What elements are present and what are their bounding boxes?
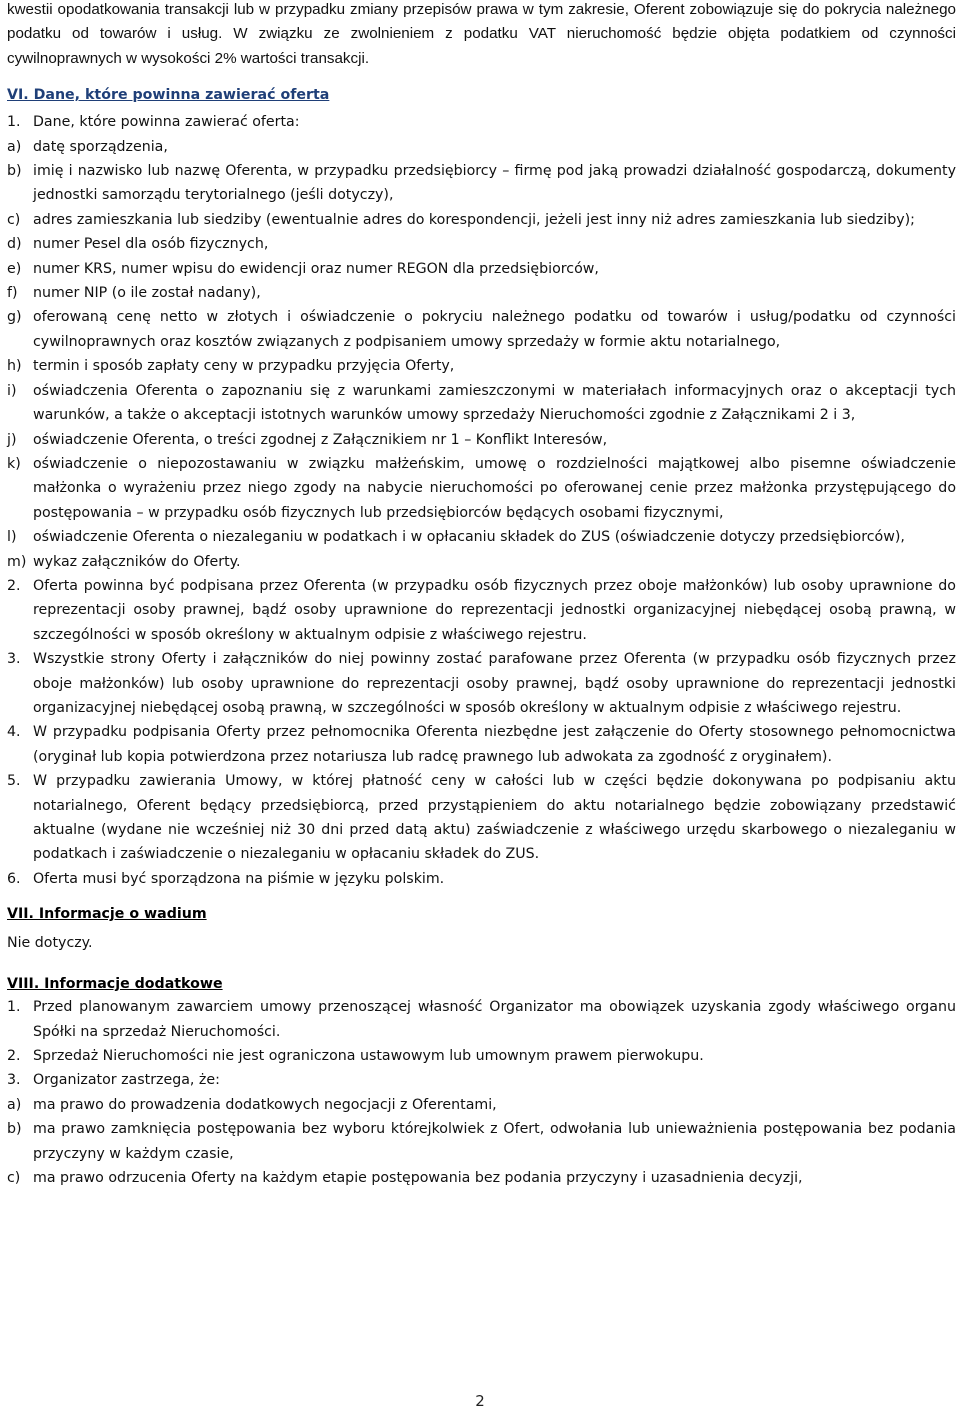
section-6-subitems	[7, 135, 956, 574]
item-marker: 1.	[7, 999, 21, 1016]
item-marker: k)	[7, 455, 21, 472]
list-item	[7, 1093, 956, 1117]
section-6-item-1	[7, 110, 956, 134]
item-marker: l)	[7, 529, 17, 546]
item-text: W przypadku podpisania Oferty przez pełnomocnika Oferenta niezbędne jest załączenie do Oferty stosownego pełnomocnictwa (oryginał lub kopia potwierdzona przez notariusza lub radcę prawnego lub adwokata za zgodność z oryginałem).	[33, 724, 956, 765]
item-marker: a)	[7, 1096, 22, 1113]
item-text: adres zamieszkania lub siedziby (ewentualnie adres do korespondencji, jeżeli jest inny niż adres zamieszkania lub siedziby);	[33, 211, 915, 228]
section-8-item-2	[7, 1044, 956, 1068]
item-marker: c)	[7, 1170, 21, 1187]
item-text: imię i nazwisko lub nazwę Oferenta, w przypadku przedsiębiorcy – firmę pod jaką prowadzi działalność gospodarczą, dokumenty jednostki samorządu terytorialnego (jeśli dotyczy),	[33, 163, 956, 204]
item-text: ma prawo odrzucenia Oferty na każdym etapie postępowania bez podania przyczyny i uzasadnienia decyzji,	[33, 1170, 803, 1187]
item-text: wykaz załączników do Oferty.	[33, 553, 241, 570]
item-text: numer KRS, numer wpisu do ewidencji oraz numer REGON dla przedsiębiorców,	[33, 260, 599, 277]
section-7-heading: VII. Informacje o wadium	[7, 906, 207, 923]
item-marker: 2.	[7, 1048, 21, 1065]
item-text: Oferta powinna być podpisana przez Oferenta (w przypadku osób fizycznych przez oboje małżonków) lub osoby uprawnione do reprezentacji osoby prawnej, bądź osoby uprawnione do reprezentacji jednostki organizacyjnej niebędącej osobą prawną, w szczególności w sposób określony w aktualnym odpisie z właściwego rejestru.	[33, 577, 956, 643]
list-item	[7, 232, 956, 256]
item-marker: 4.	[7, 724, 21, 741]
item-text: oświadczenie o niepozostawaniu w związku małżeńskim, umowę o rozdzielności majątkowej albo pisemne oświadczenie małżonka o wyrażeniu przez niego zgody na nabycie nieruchomości po oferowanej cenie przez małżonka przystępującego do postępowania – w przypadku osób fizycznych lub przedsiębiorców będących osobami fizycznymi,	[33, 455, 956, 521]
item-marker: h)	[7, 358, 22, 375]
section-8-subitems	[7, 1093, 956, 1191]
item-marker: 2.	[7, 577, 21, 594]
item-text: ma prawo do prowadzenia dodatkowych negocjacji z Oferentami,	[33, 1096, 497, 1113]
item-marker: i)	[7, 382, 17, 399]
item-marker: d)	[7, 236, 22, 253]
item-text: Dane, które powinna zawierać oferta:	[33, 114, 300, 131]
list-item	[7, 257, 956, 281]
list-item	[7, 1117, 956, 1166]
item-marker: 6.	[7, 870, 21, 887]
item-text: Sprzedaż Nieruchomości nie jest ograniczona ustawowym lub umownym prawem pierwokupu.	[33, 1048, 704, 1065]
list-item	[7, 354, 956, 378]
item-marker: b)	[7, 163, 22, 180]
section-6-heading: VI. Dane, które powinna zawierać oferta	[7, 87, 330, 104]
intro-paragraph: kwestii opodatkowania transakcji lub w przypadku zmiany przepisów prawa w tym zakresie, Oferent zobowiązuje się do pokrycia należnego podatku od towarów i usług. W związku ze zwolnieniem z podatku VAT nieruchomość będzie objęta podatkiem od czynności cywilnoprawnych w wysokości 2% wartości transakcji.	[7, 1, 956, 67]
item-marker: c)	[7, 211, 21, 228]
section-6-item-5	[7, 769, 956, 867]
section-6-item-2	[7, 574, 956, 647]
item-text: oświadczenie Oferenta o niezaleganiu w podatkach i w opłacaniu składek do ZUS (oświadczenie dotyczy przedsiębiorców),	[33, 529, 905, 546]
section-7-text: Nie dotyczy.	[7, 935, 93, 952]
item-text: Organizator zastrzega, że:	[33, 1072, 220, 1089]
page-number: 2	[475, 1392, 485, 1410]
list-item	[7, 452, 956, 525]
item-marker: 3.	[7, 651, 21, 668]
item-text: termin i sposób zapłaty ceny w przypadku przyjęcia Oferty,	[33, 358, 455, 375]
list-item	[7, 305, 956, 354]
item-text: W przypadku zawierania Umowy, w której płatność ceny w całości lub w części będzie dokonywana po podpisaniu aktu notarialnego, Oferent będący przedsiębiorcą, przed przystąpieniem do aktu notarialnego będzie zobowiązany przedstawić aktualne (wydane nie wcześniej niż 30 dni przed datą aktu) zaświadczenie z właściwego urzędu skarbowego o niezaleganiu w podatkach i zaświadczenie o niezaleganiu w opłacaniu składek do ZUS.	[33, 773, 956, 863]
item-text: numer Pesel dla osób fizycznych,	[33, 236, 269, 253]
item-marker: 5.	[7, 773, 21, 790]
list-item	[7, 550, 956, 574]
item-text: Wszystkie strony Oferty i załączników do niej powinny zostać parafowane przez Oferenta (w przypadku osób fizycznych przez oboje małżonków) lub osoby uprawnione do reprezentacji osoby prawnej, bądź osoby uprawnione do reprezentacji jednostki organizacyjnej niebędącej osobą prawną, w szczególności w sposób określony w aktualnym odpisie z właściwego rejestru.	[33, 651, 956, 716]
list-item	[7, 379, 956, 428]
list-item	[7, 525, 956, 549]
list-item	[7, 159, 956, 208]
item-marker: m)	[7, 553, 27, 570]
item-text: numer NIP (o ile został nadany),	[33, 285, 261, 302]
item-marker: 3.	[7, 1072, 21, 1089]
item-text: oferowaną cenę netto w złotych i oświadczenie o pokryciu należnego podatku od towarów i usług/podatku od czynności cywilnoprawnych oraz kosztów związanych z podpisaniem umowy sprzedaży w formie aktu notarialnego,	[33, 309, 956, 350]
section-8-item-3	[7, 1068, 956, 1092]
section-6-item-3	[7, 647, 956, 720]
list-item	[7, 281, 956, 305]
item-text: datę sporządzenia,	[33, 138, 168, 155]
item-marker: b)	[7, 1121, 22, 1138]
list-item	[7, 135, 956, 159]
item-marker: j)	[7, 431, 17, 448]
section-8-heading: VIII. Informacje dodatkowe	[7, 976, 223, 993]
list-item	[7, 1166, 956, 1190]
item-text: oświadczenia Oferenta o zapoznaniu się z warunkami zamieszczonymi w materiałach informacyjnych oraz o akceptacji tych warunków, a także o akceptacji istotnych warunków umowy sprzedaży Nieruchomości zgodnie z Załącznikami 2 i 3,	[33, 382, 956, 424]
document-page	[7, 0, 956, 1190]
list-item	[7, 428, 956, 452]
item-marker: e)	[7, 260, 22, 277]
section-6-item-6	[7, 867, 956, 891]
item-marker: a)	[7, 138, 22, 155]
item-text: Przed planowanym zawarciem umowy przenoszącej własność Organizator ma obowiązek uzyskania zgody właściwego organu Spółki na sprzedaż Nieruchomości.	[33, 999, 956, 1040]
item-marker: f)	[7, 285, 18, 302]
item-text: Oferta musi być sporządzona na piśmie w języku polskim.	[33, 870, 445, 887]
section-6-item-4	[7, 720, 956, 769]
item-marker: 1.	[7, 114, 21, 131]
item-marker: g)	[7, 309, 22, 326]
item-text: oświadczenie Oferenta, o treści zgodnej z Załącznikiem nr 1 – Konflikt Interesów,	[33, 431, 608, 448]
list-item	[7, 208, 956, 232]
section-8-item-1	[7, 995, 956, 1044]
item-text: ma prawo zamknięcia postępowania bez wyboru którejkolwiek z Ofert, odwołania lub unieważnienia postępowania bez podania przyczyny w każdym czasie,	[33, 1121, 956, 1162]
